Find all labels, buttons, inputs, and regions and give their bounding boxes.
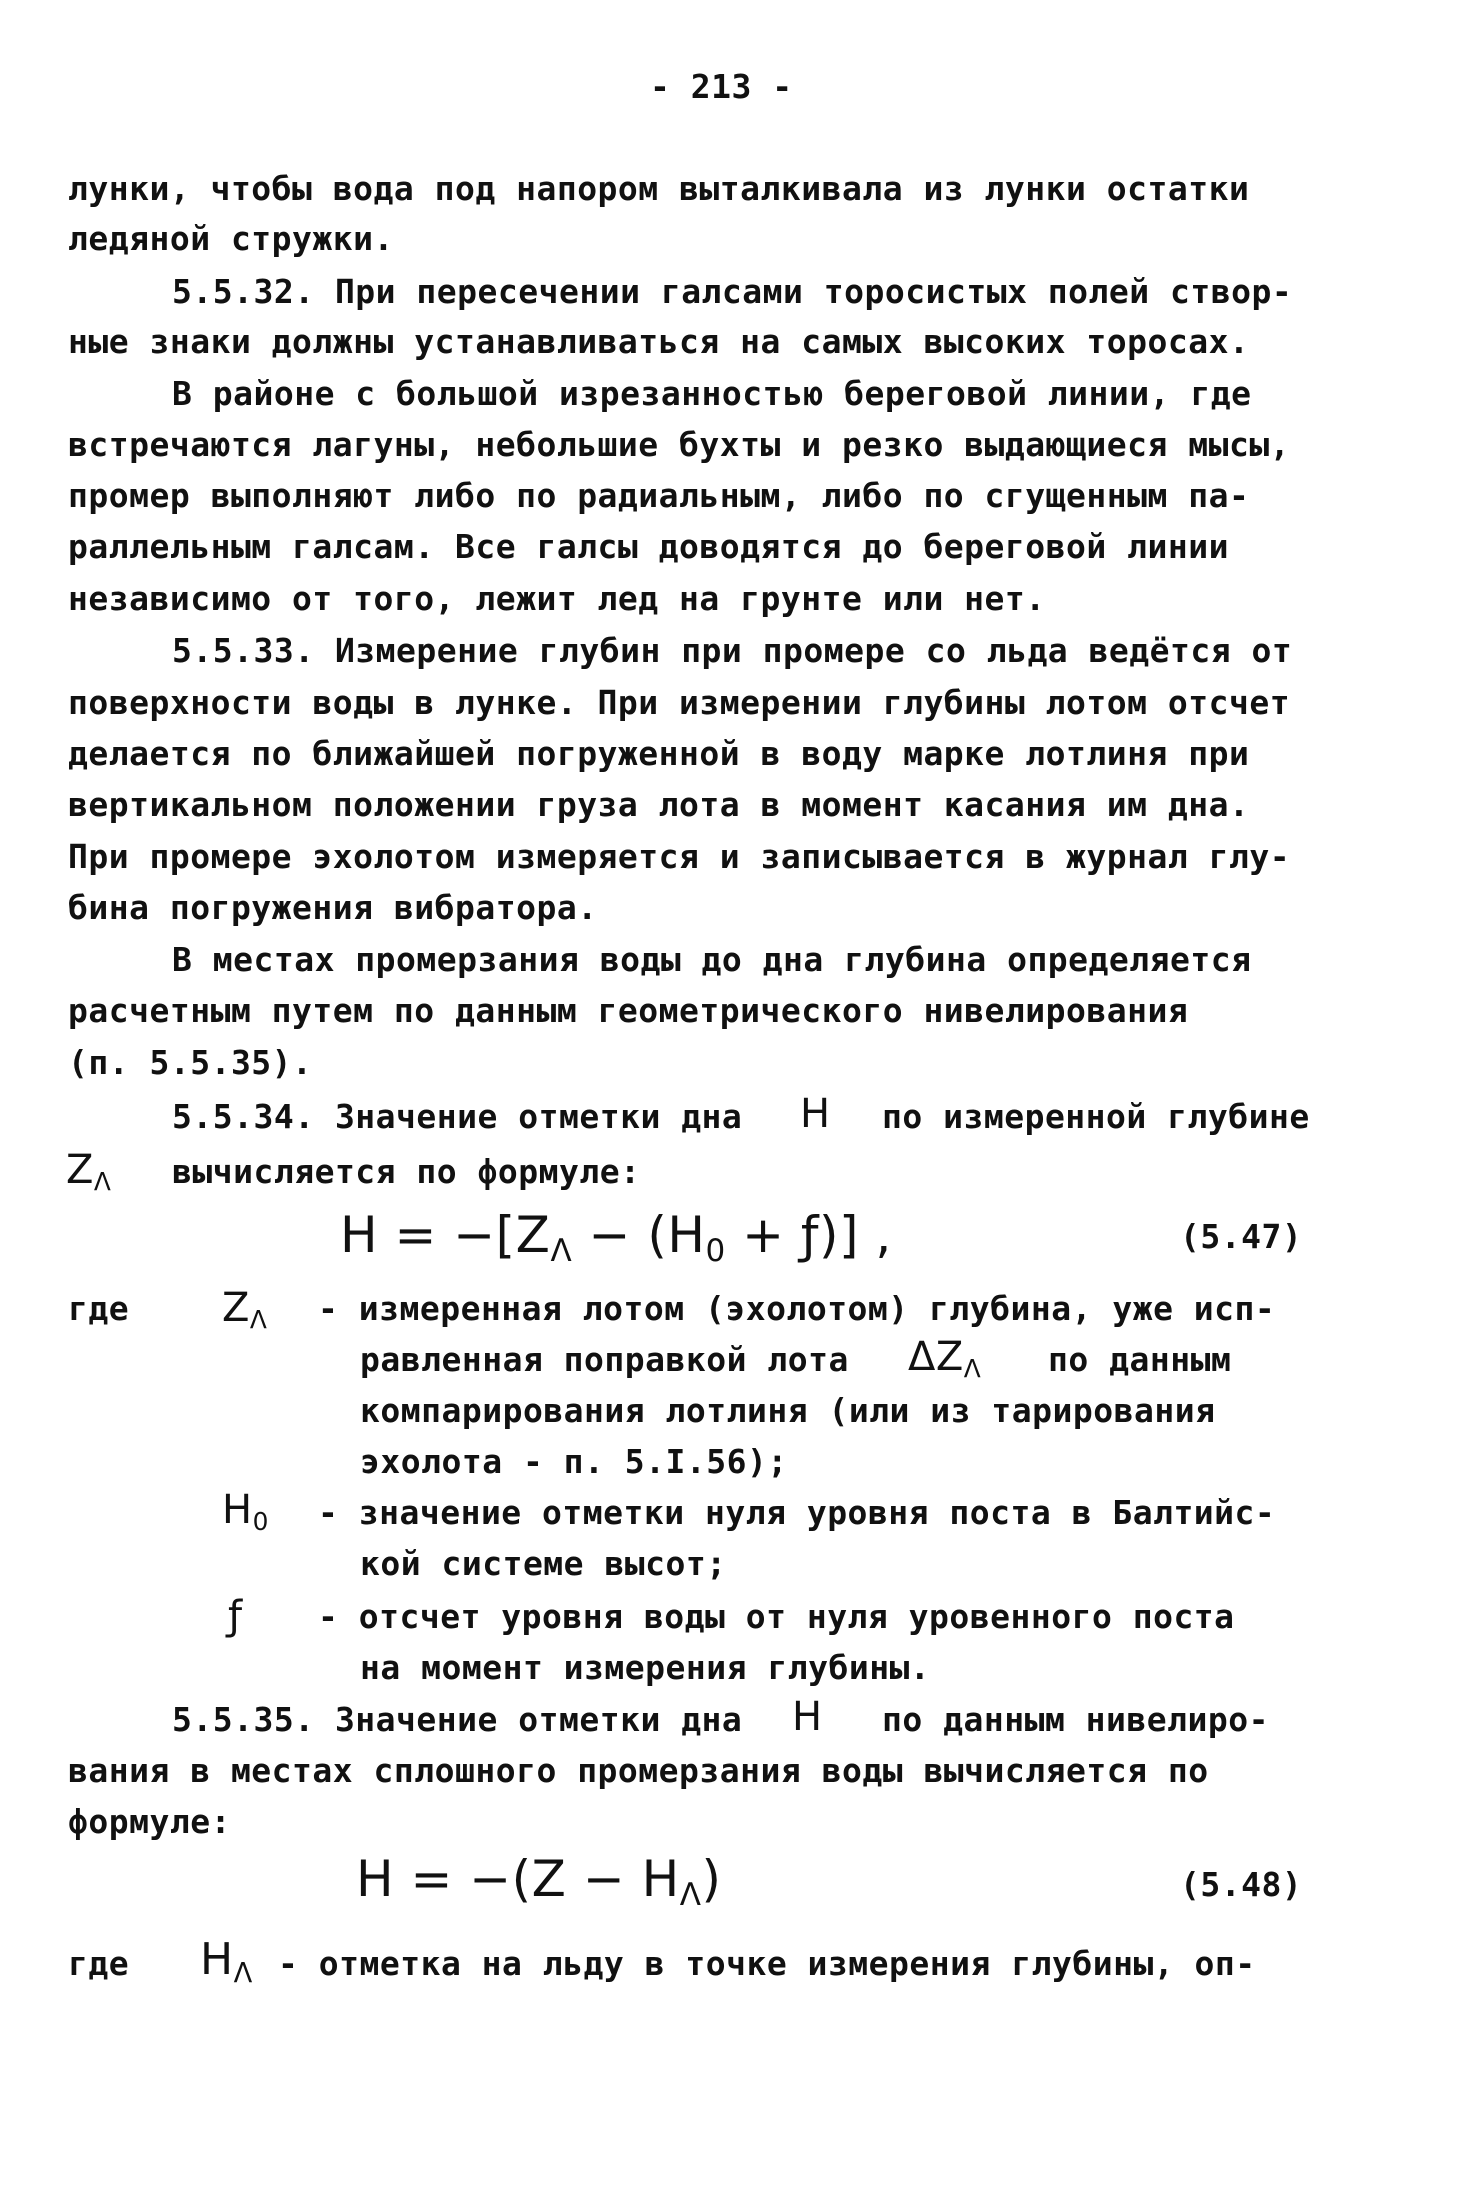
text-line: (п. 5.5.35). <box>68 1043 313 1082</box>
definition-line: - измеренная лотом (эхолотом) глубина, уже исп- <box>318 1289 1276 1328</box>
symbol-h: H <box>800 1091 831 1137</box>
symbol-f: ƒ <box>228 1593 243 1639</box>
text-line: по данным нивелиро- <box>882 1700 1269 1739</box>
text-line: вания в местах сплошного промерзания воды вычисляется по <box>68 1751 1209 1790</box>
text-line: вычисляется по формуле: <box>172 1152 641 1191</box>
text-line: В районе с большой изрезанностью береговой линии, где <box>172 374 1252 413</box>
text-line: При промере эхолотом измеряется и записывается в журнал глу- <box>68 837 1291 876</box>
text-line: лунки, чтобы вода под напором выталкивала из лунки остатки <box>68 169 1250 208</box>
definition-line: по данным <box>1048 1340 1232 1379</box>
symbol-z-l: ZΛ <box>222 1285 268 1335</box>
where-label: где <box>68 1289 130 1328</box>
page-number: - 213 - <box>650 67 793 106</box>
definition-line: - значение отметки нуля уровня поста в Балтийс- <box>318 1493 1276 1532</box>
text-line: ледяной стружки. <box>68 219 394 258</box>
symbol-h-l: HΛ <box>200 1934 253 1990</box>
symbol-z-l: ZΛ <box>66 1147 112 1197</box>
definition-line: - отсчет уровня воды от нуля уровенного поста <box>318 1597 1235 1636</box>
symbol-h0: H0 <box>222 1487 269 1537</box>
formula-5-47: H = −[ZΛ − (H0 + ƒ)] , <box>340 1206 892 1270</box>
text-line: 5.5.33. Измерение глубин при промере со льда ведётся от <box>172 631 1293 670</box>
text-line: раллельным галсам. Все галсы доводятся до береговой линии <box>68 527 1229 566</box>
text-line: 5.5.35. Значение отметки дна <box>172 1700 743 1739</box>
definition-line: равленная поправкой лота <box>360 1340 849 1379</box>
where-label: где <box>68 1944 130 1983</box>
text-line: встречаются лагуны, небольшие бухты и резко выдающиеся мысы, <box>68 425 1291 464</box>
text-line: промер выполняют либо по радиальным, либо по сгущенным па- <box>68 476 1250 515</box>
text-line: бина погружения вибратора. <box>68 888 598 927</box>
text-line: расчетным путем по данным геометрического нивелирования <box>68 991 1189 1030</box>
text-line: формуле: <box>68 1802 231 1841</box>
symbol-h: H <box>792 1694 823 1740</box>
text-line: поверхности воды в лунке. При измерении глубины лотом отсчет <box>68 683 1291 722</box>
formula-number-5-47: (5.47) <box>1180 1217 1303 1256</box>
symbol-delta-z-l: ΔZΛ <box>908 1334 982 1384</box>
text-line: независимо от того, лежит лед на грунте или нет. <box>68 579 1046 618</box>
text-line: по измеренной глубине <box>882 1097 1310 1136</box>
text-line: делается по ближайшей погруженной в воду марке лотлиня при <box>68 734 1250 773</box>
definition-line: - отметка на льду в точке измерения глубины, оп- <box>278 1944 1256 1983</box>
formula-5-48: H = −(Z − HΛ) <box>356 1850 722 1914</box>
text-line: вертикальном положении груза лота в момент касания им дна. <box>68 785 1250 824</box>
text-line: В местах промерзания воды до дна глубина определяется <box>172 940 1252 979</box>
formula-number-5-48: (5.48) <box>1180 1865 1303 1904</box>
text-line: 5.5.32. При пересечении галсами торосистых полей створ- <box>172 272 1293 311</box>
definition-line: эхолота - п. 5.I.56); <box>360 1442 788 1481</box>
text-line: 5.5.34. Значение отметки дна <box>172 1097 743 1136</box>
definition-line: кой системе высот; <box>360 1544 727 1583</box>
text-line: ные знаки должны устанавливаться на самых высоких торосах. <box>68 322 1250 361</box>
definition-line: компарирования лотлиня (или из тарирования <box>360 1391 1216 1430</box>
definition-line: на момент измерения глубины. <box>360 1648 931 1687</box>
